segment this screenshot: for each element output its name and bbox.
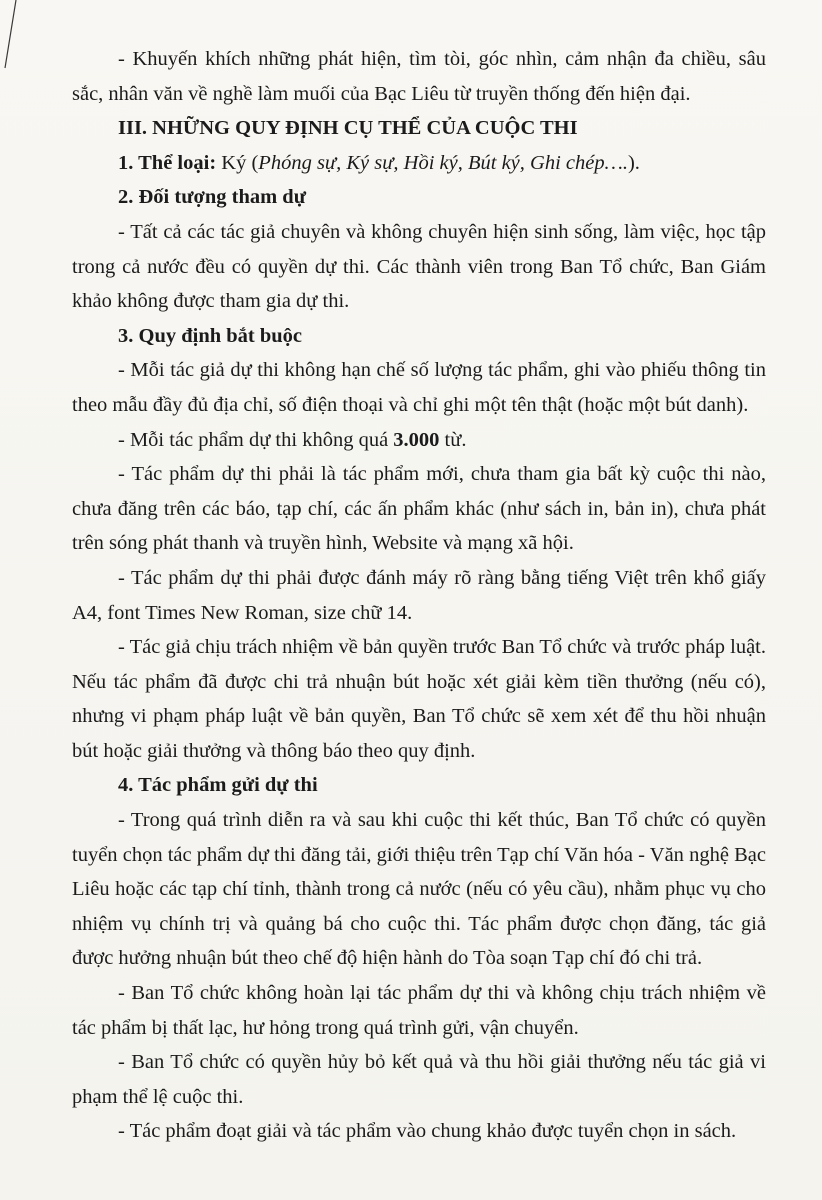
paper-edge-mark [2,0,22,70]
genre-close-paren: ). [627,151,640,174]
rules-paragraph-1: - Mỗi tác giả dự thi không hạn chế số lượng tác phẩm, ghi vào phiếu thông tin theo mẫu đầy đủ địa chỉ, số điện thoại và chỉ ghi một tên thật (hoặc một bút danh). [72,359,766,416]
word-limit-value: 3.000 [393,428,440,451]
section-heading: III. NHỮNG QUY ĐỊNH CỤ THỂ CỦA CUỘC THI [118,117,578,140]
genre-value: Ký [221,151,247,174]
participants-paragraph: - Tất cả các tác giả chuyên và không chuyên hiện sinh sống, làm việc, học tập trong cả nước đều có quyền dự thi. Các thành viên trong Ban Tổ chức, Ban Giám khảo không được tham gia dự thi. [72,220,766,313]
genre-types: Phóng sự, Ký sự, Hồi ký, Bút ký, Ghi chép…. [258,151,628,174]
document-body [72,42,766,1149]
word-limit-pre: - Mỗi tác phẩm dự thi không quá [118,428,394,451]
submission-paragraph-4: - Tác phẩm đoạt giải và tác phẩm vào chung khảo được tuyển chọn in sách. [118,1120,737,1143]
submission-heading: 4. Tác phẩm gửi dự thi [118,774,318,797]
genre-line [72,146,766,181]
submission-paragraph-3: - Ban Tổ chức có quyền hủy bỏ kết quả và thu hồi giải thưởng nếu tác giả vi phạm thể lệ cuộc thi. [72,1051,766,1108]
word-limit-post: từ. [439,428,467,451]
submission-paragraph-2: - Ban Tổ chức không hoàn lại tác phẩm dự thi và không chịu trách nhiệm về tác phẩm bị thất lạc, hư hỏng trong quá trình gửi, vận chuyển. [72,982,766,1039]
participants-heading: 2. Đối tượng tham dự [118,186,307,209]
rules-paragraph-4: - Tác phẩm dự thi phải được đánh máy rõ ràng bằng tiếng Việt trên khổ giấy A4, font Times New Roman, size chữ 14. [72,566,766,624]
rules-paragraph-5: - Tác giả chịu trách nhiệm về bản quyền trước Ban Tổ chức và trước pháp luật. Nếu tác phẩm đã được chi trả nhuận bút hoặc xét giải kèm tiền thưởng (nếu có), nhưng vi phạm pháp luật về bản quyền, Ban Tổ chức sẽ xem xét để thu hồi nhuận bút hoặc giải thưởng và thông báo theo quy định. [72,636,766,762]
genre-open-paren: ( [251,151,259,174]
rules-heading: 3. Quy định bắt buộc [118,324,302,347]
rules-paragraph-2 [72,423,766,458]
intro-paragraph: - Khuyến khích những phát hiện, tìm tòi, góc nhìn, cảm nhận đa chiều, sâu sắc, nhân văn về nghề làm muối của Bạc Liêu từ truyền thống đến hiện đại. [72,48,766,105]
rules-paragraph-3: - Tác phẩm dự thi phải là tác phẩm mới, chưa tham gia bất kỳ cuộc thi nào, chưa đăng trên các báo, tạp chí, các ấn phẩm khác (như sách in, bản in), chưa phát trên sóng phát thanh và truyền hình, Website và mạng xã hội. [72,463,766,555]
genre-label: 1. Thể loại: [118,151,217,174]
submission-paragraph-1: - Trong quá trình diễn ra và sau khi cuộc thi kết thúc, Ban Tổ chức có quyền tuyển chọn tác phẩm dự thi đăng tải, giới thiệu trên Tạp chí Văn hóa - Văn nghệ Bạc Liêu hoặc các tạp chí tỉnh, thành trong cả nước (nếu có yêu cầu), nhằm phục vụ cho nhiệm vụ chính trị và quảng bá cho cuộc thi. Tác phẩm được chọn đăng, tác giả được hưởng nhuận bút theo chế độ hiện hành do Tòa soạn Tạp chí đó chi trả. [72,809,766,970]
